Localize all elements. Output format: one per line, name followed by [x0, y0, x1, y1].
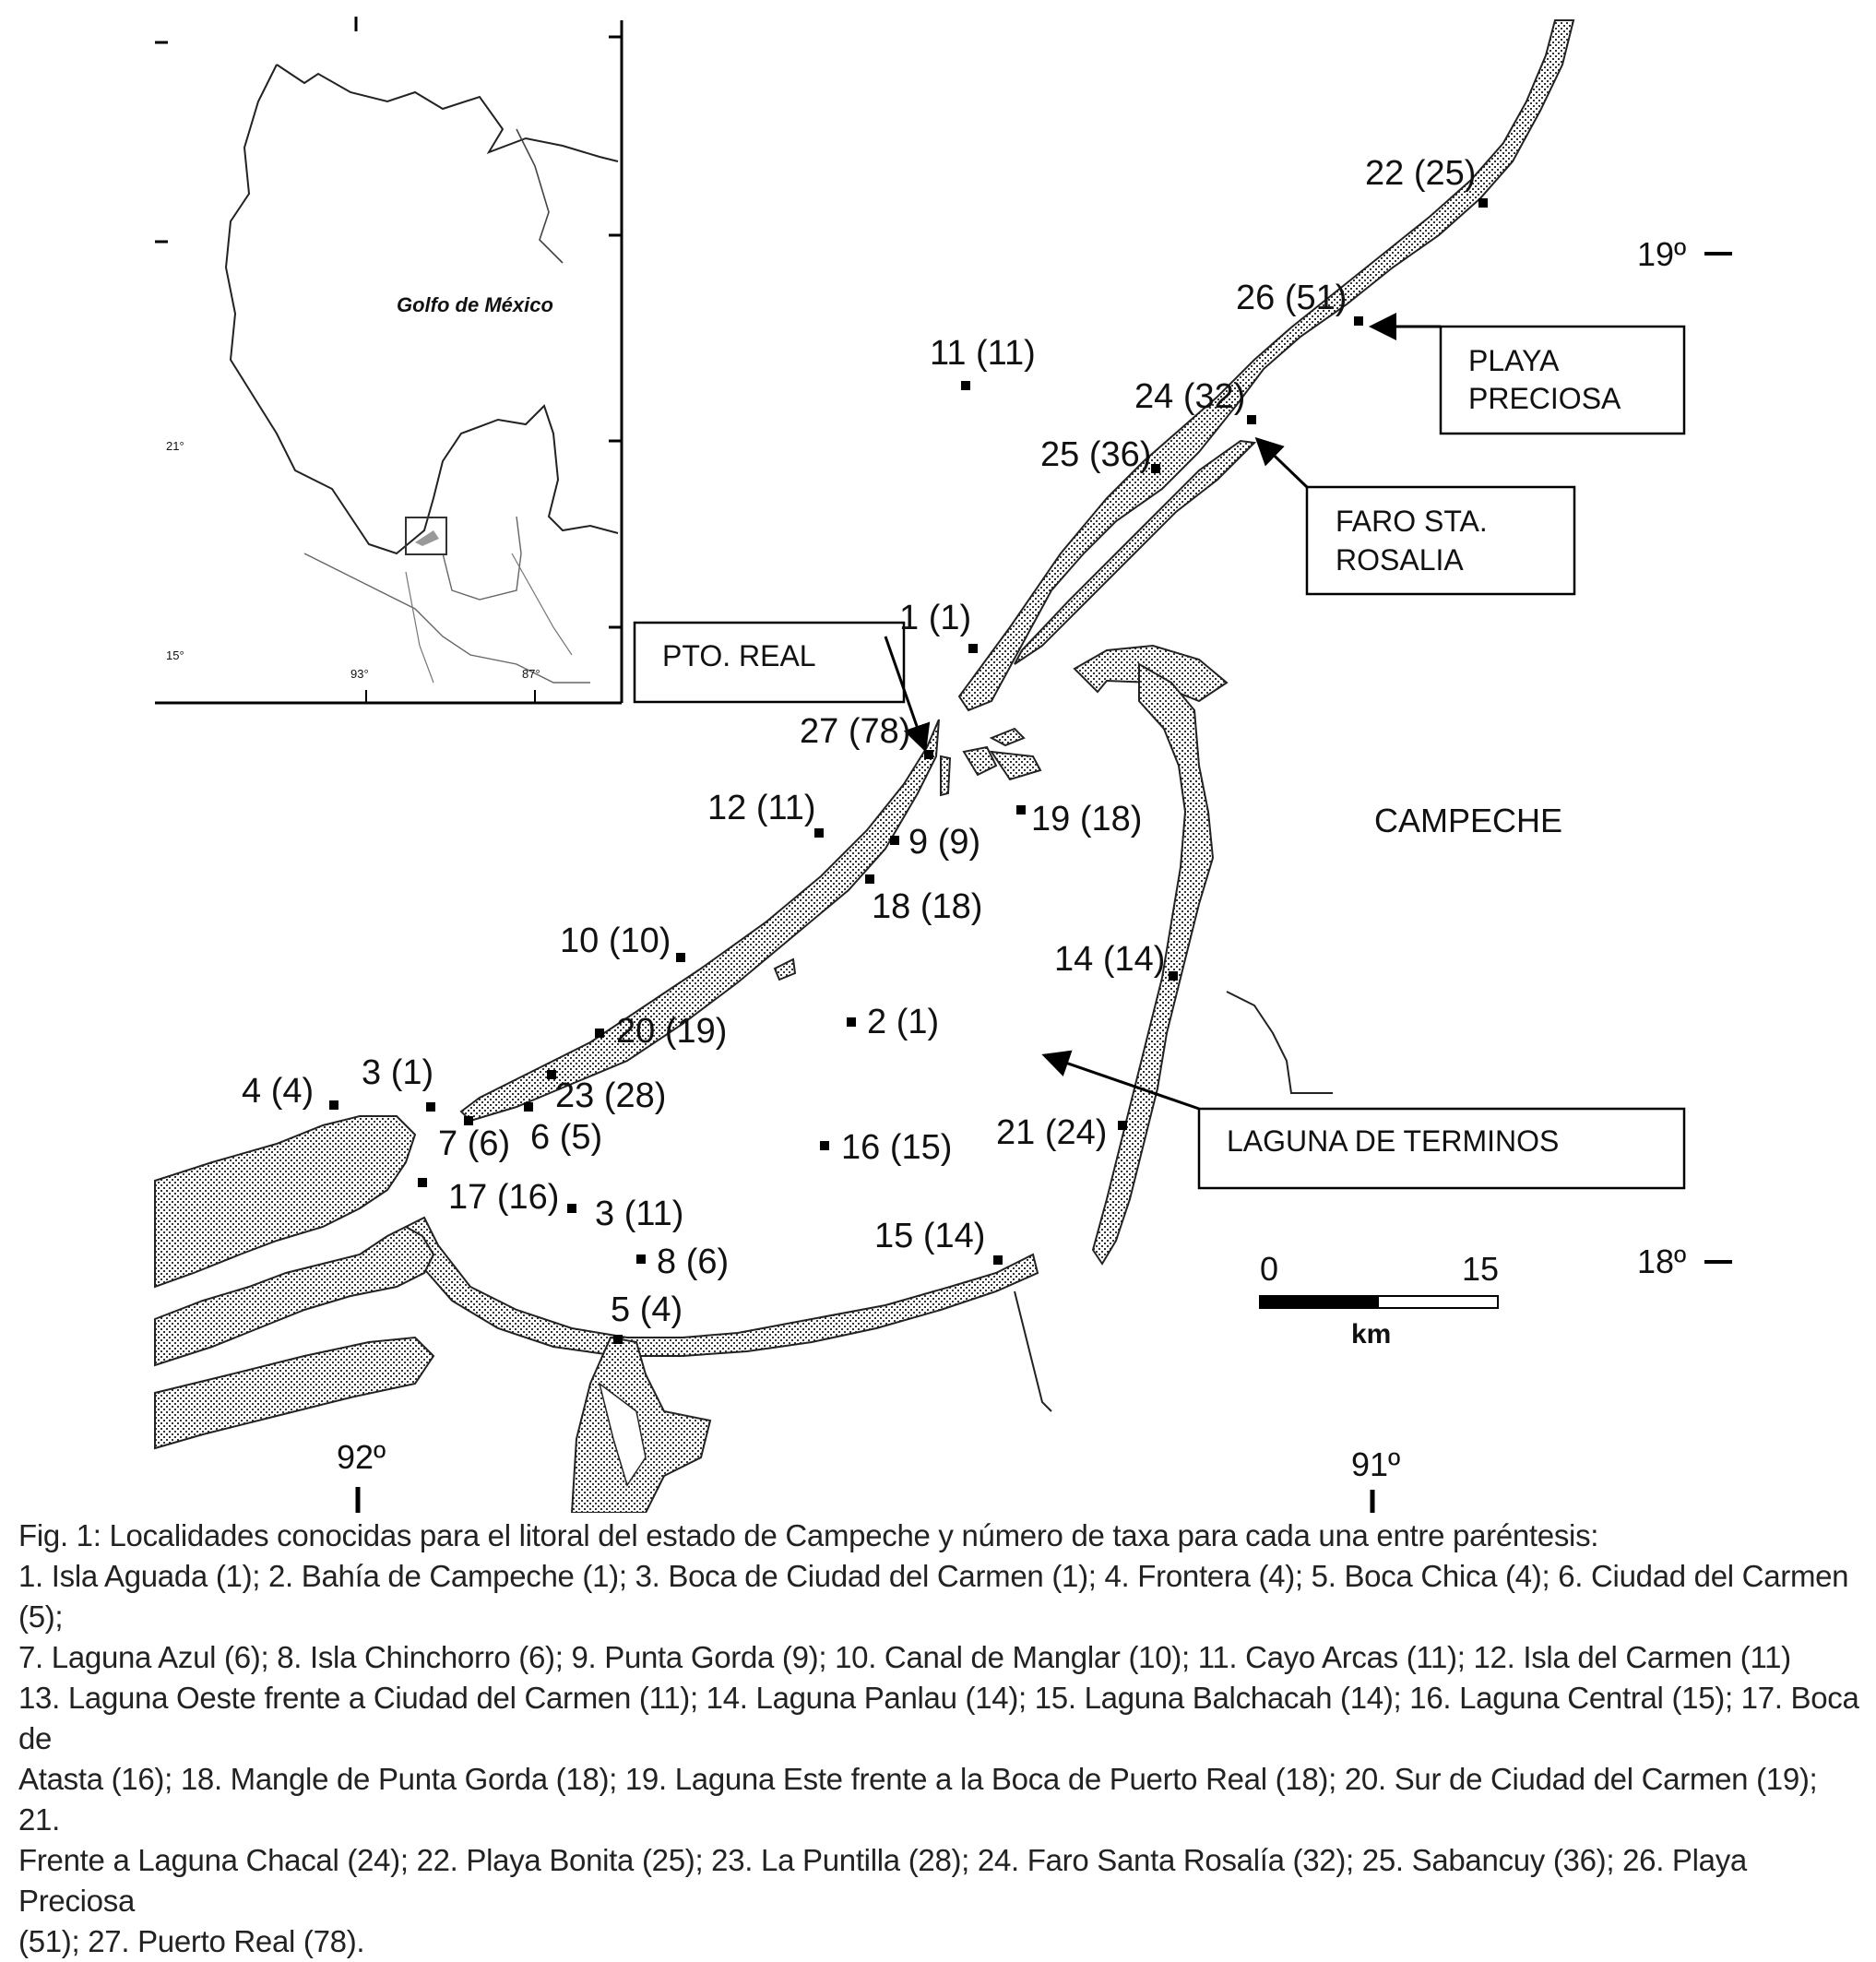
site-label: 18 (18)	[872, 887, 983, 926]
lon-label-91: 91º	[1351, 1445, 1401, 1483]
callout-playa-preciosa-line1: PLAYA	[1468, 344, 1560, 377]
site-marker	[1016, 805, 1026, 815]
site-marker	[814, 828, 824, 838]
caption-line-1: Fig. 1: Localidades conocidas para el litoral del estado de Campeche y número de taxa para cada una entre paréntesis:	[18, 1518, 1599, 1552]
site-label: 1 (1)	[899, 599, 972, 637]
site-marker	[993, 1255, 1003, 1265]
site-label: 9 (9)	[908, 823, 981, 862]
site-marker	[676, 953, 685, 962]
site-label: 11 (11)	[930, 334, 1036, 373]
callout-playa-preciosa-line2: PRECIOSA	[1468, 382, 1621, 415]
site-label: 6 (5)	[530, 1118, 603, 1157]
site-label: 25 (36)	[1040, 435, 1152, 474]
site-marker	[1169, 971, 1178, 981]
site-marker	[820, 1141, 829, 1150]
site-marker	[426, 1102, 435, 1112]
lat-label-19: 19º	[1637, 235, 1687, 273]
lat-label-18: 18º	[1637, 1243, 1687, 1280]
inset-lon-tick-93: 93°	[350, 667, 369, 681]
site-marker	[1118, 1121, 1127, 1130]
site-marker	[924, 750, 933, 759]
callout-laguna-terminos: LAGUNA DE TERMINOS	[1227, 1124, 1560, 1158]
site-label: 27 (78)	[800, 712, 911, 751]
site-label: 14 (14)	[1054, 940, 1166, 979]
figure-caption	[18, 1516, 1863, 1962]
site-label: 19 (18)	[1031, 800, 1143, 838]
site-marker	[847, 1017, 856, 1027]
site-marker	[1354, 316, 1363, 326]
lon-label-92: 92º	[337, 1438, 386, 1476]
site-label: 22 (25)	[1365, 154, 1477, 193]
caption-line-7: (51); 27. Puerto Real (78).	[18, 1924, 365, 1958]
site-label: 21 (24)	[996, 1113, 1108, 1152]
caption-line-2: 1. Isla Aguada (1); 2. Bahía de Campeche (1); 3. Boca de Ciudad del Carmen (1); 4. Frontera (4); 5. Boca Chica (4); 6. Ciudad del Carmen (5);	[18, 1559, 1849, 1634]
scale-bar	[1260, 1250, 1499, 1350]
site-label: 24 (32)	[1134, 377, 1246, 416]
site-label: 5 (4)	[611, 1290, 683, 1329]
inset-lat-tick-15: 15°	[166, 648, 184, 662]
callout-pto-real: PTO. REAL	[662, 639, 816, 672]
site-label: 10 (10)	[560, 922, 671, 960]
site-label: 16 (15)	[841, 1128, 953, 1167]
site-label: 23 (28)	[555, 1076, 667, 1115]
site-marker	[968, 644, 978, 653]
caption-line-3: 7. Laguna Azul (6); 8. Isla Chinchorro (6); 9. Punta Gorda (9); 10. Canal de Manglar (10); 11. Cayo Arcas (11); 12. Isla del Carmen (11)	[18, 1640, 1791, 1674]
site-label: 17 (16)	[448, 1178, 560, 1217]
site-label: 20 (19)	[616, 1012, 728, 1051]
site-marker	[636, 1254, 646, 1264]
site-label: 12 (11)	[707, 789, 816, 827]
region-label: CAMPECHE	[1374, 802, 1563, 839]
site-marker	[567, 1204, 576, 1213]
site-marker	[613, 1335, 623, 1344]
site-marker	[524, 1102, 533, 1112]
site-marker	[418, 1178, 427, 1187]
site-label: 3 (1)	[362, 1053, 434, 1092]
site-label: 8 (6)	[657, 1243, 730, 1281]
caption-line-4: 13. Laguna Oeste frente a Ciudad del Carmen (11); 14. Laguna Panlau (14); 15. Laguna Balchacah (14); 16. Laguna Central (15); 17. Boca de	[18, 1681, 1859, 1755]
coastline	[155, 20, 1573, 1513]
site-marker	[1247, 415, 1256, 424]
scale-unit: km	[1351, 1319, 1392, 1350]
site-marker	[329, 1100, 338, 1110]
site-label: 3 (11)	[595, 1195, 684, 1233]
inset-title: Golfo de México	[397, 293, 553, 316]
site-label: 4 (4)	[242, 1072, 315, 1111]
site-marker	[961, 381, 970, 390]
caption-line-6: Frente a Laguna Chacal (24); 22. Playa Bonita (25); 23. La Puntilla (28); 24. Faro Santa Rosalía (32); 25. Sabancuy (36); 26. Playa Preciosa	[18, 1843, 1747, 1918]
site-marker	[595, 1029, 604, 1038]
inset-lat-tick-21: 21°	[166, 439, 184, 453]
caption-line-5: Atasta (16); 18. Mangle de Punta Gorda (18); 19. Laguna Este frente a la Boca de Puerto Real (18); 20. Sur de Ciudad del Carmen (19); 21.	[18, 1762, 1818, 1837]
inset-map	[155, 17, 622, 703]
site-marker	[1151, 464, 1160, 473]
inset-lon-tick-87: 87°	[522, 667, 540, 681]
site-marker	[865, 874, 874, 884]
site-label: 7 (6)	[438, 1124, 511, 1163]
site-label: 15 (14)	[874, 1217, 986, 1255]
scale-min: 0	[1260, 1250, 1279, 1288]
site-label: 26 (51)	[1236, 279, 1348, 317]
callout-faro-line2: ROSALIA	[1336, 543, 1464, 577]
callout-faro-line1: FARO STA.	[1336, 505, 1488, 538]
site-marker	[890, 836, 899, 845]
site-label: 2 (1)	[867, 1003, 940, 1041]
site-marker	[1478, 198, 1488, 208]
scale-max: 15	[1462, 1250, 1500, 1288]
